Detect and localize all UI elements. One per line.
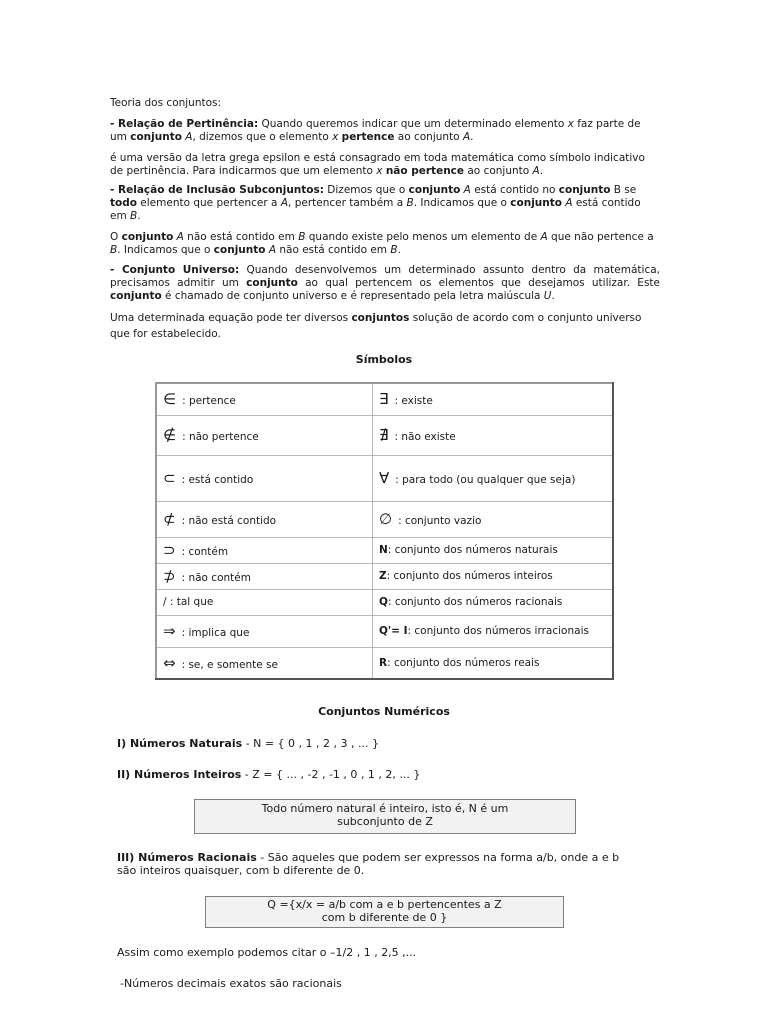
table-row <box>156 589 613 615</box>
element-of-icon: ∈ <box>163 390 177 409</box>
symbol-cell: ⊅ : não contém <box>156 563 373 589</box>
exists-icon: ∃ <box>379 390 389 409</box>
symbol-cell: / : tal que <box>156 589 373 615</box>
symbol-cell: ∉ : não pertence <box>156 415 373 455</box>
symbol-cell: ⇔ : se, e somente se <box>156 647 373 679</box>
for-all-icon: ∀ <box>379 469 390 487</box>
symbol-cell: ∅ : conjunto vazio <box>373 501 614 537</box>
symbol-cell: Q: conjunto dos números racionais <box>373 589 614 615</box>
table-row <box>156 455 613 501</box>
inteiros-line: II) Números Inteiros - Z = { ... , -2 , -1 , 0 , 1 , 2, ... } <box>117 768 421 781</box>
symbol-cell: ∀ : para todo (ou qualquer que seja) <box>373 455 614 501</box>
symbol-cell: R: conjunto dos números reais <box>373 647 614 679</box>
table-row <box>156 415 613 455</box>
equacao-paragraph: Uma determinada equação pode ter diversos conjuntos solução de acordo com o conjunto universo que for estabelecido. <box>110 312 642 340</box>
table-row <box>156 563 613 589</box>
page-heading: Teoria dos conjuntos: <box>110 97 222 109</box>
symbol-cell: ⊃ : contém <box>156 537 373 563</box>
table-row <box>156 647 613 679</box>
symbol-cell: Z: conjunto dos números inteiros <box>373 563 614 589</box>
epsilon-paragraph: é uma versão da letra grega epsilon e está consagrado em toda matemática como símbolo indicativo de pertinência. Para indicarmos que um elemento x não pertence ao conjunto A. <box>110 152 645 177</box>
natural-inteiro-note-box: Todo número natural é inteiro, isto é, N é um subconjunto de Z <box>194 799 576 834</box>
table-row <box>156 615 613 647</box>
decimais-line: -Números decimais exatos são racionais <box>120 977 342 990</box>
nao-contido-paragraph: O conjunto A não está contido em B quando existe pelo menos um elemento de A que não pertence a B. Indicamos que o conjunto A não está contido em B. <box>110 231 654 256</box>
subset-icon: ⊂ <box>163 469 176 487</box>
symbol-cell: ⊂ : está contido <box>156 455 373 501</box>
inclusao-paragraph: - Relação de Inclusão Subconjuntos: Dizemos que o conjunto A está contido no conjunto B se todo elemento que pertencer a A, pertencer também a B. Indicamos que o conjunto A está contido em B. <box>110 184 641 222</box>
table-row <box>156 383 613 415</box>
symbol-cell: ⊄ : não está contido <box>156 501 373 537</box>
universo-paragraph: - Conjunto Universo: Quando desenvolvemos um determinado assunto dentro da matemática, precisamos admitir um conjunto ao qual pertencem os elementos que desejamos utilizar. Este conjunto é chamado de conjunto universo e é representado pela letra maiúscula U. <box>110 264 660 302</box>
symbol-cell: ∄ : não existe <box>373 415 614 455</box>
naturais-line: I) Números Naturais - N = { 0 , 1 , 2 , 3 , ... } <box>117 737 379 750</box>
empty-set-icon: ∅ <box>379 510 393 528</box>
implies-icon: ⇒ <box>163 622 176 640</box>
iff-icon: ⇔ <box>163 653 176 672</box>
racionais-line: III) Números Racionais - São aqueles que podem ser expressos na forma a/b, onde a e b são inteiros quaisquer, com b diferente de 0. <box>117 851 620 877</box>
symbols-title: Símbolos <box>355 353 413 366</box>
not-exists-icon: ∄ <box>379 426 389 444</box>
symbol-cell: ∈ : pertence <box>156 383 373 415</box>
not-subset-icon: ⊄ <box>163 510 176 528</box>
table-row <box>156 537 613 563</box>
symbol-cell: Q'= I: conjunto dos números irracionais <box>373 615 614 647</box>
symbol-cell: N: conjunto dos números naturais <box>373 537 614 563</box>
conjuntos-title: Conjuntos Numéricos <box>318 705 450 718</box>
not-element-of-icon: ∉ <box>163 426 177 444</box>
exemplo-line: Assim como exemplo podemos citar o –1/2 , 1 , 2,5 ,... <box>117 946 417 959</box>
symbol-cell: ⇒ : implica que <box>156 615 373 647</box>
superset-icon: ⊃ <box>163 541 176 559</box>
racionais-definition-box: Q ={x/x = a/b com a e b pertencentes a Z com b diferente de 0 } <box>205 896 564 928</box>
symbol-cell: ∃ : existe <box>373 383 614 415</box>
not-superset-icon: ⊅ <box>163 567 176 585</box>
table-row <box>156 501 613 537</box>
pertinencia-paragraph: - Relação de Pertinência: Quando queremos indicar que um determinado elemento x faz parte de um conjunto A, dizemos que o elemento x pertence ao conjunto A. <box>110 118 641 143</box>
symbols-table <box>155 382 614 680</box>
